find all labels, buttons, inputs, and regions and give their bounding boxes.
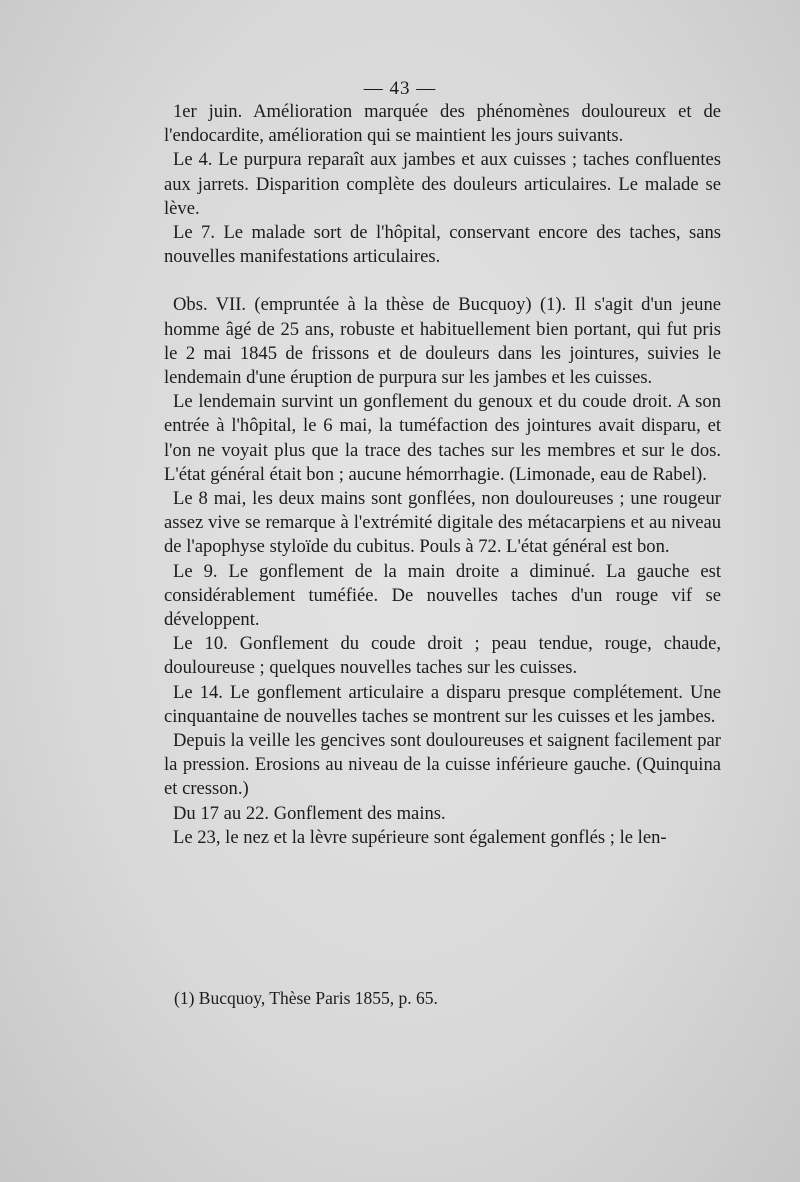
paragraph-gencives: Depuis la veille les gencives sont douloureuses et saignent facilement par la pression. Erosions au niveau de la cuisse inférieure gauche. (Quinquina et cresson.) (164, 730, 721, 800)
page-number: — 43 — (363, 78, 437, 99)
paragraph-le-4: Le 4. Le purpura reparaît aux jambes et aux cuisses ; taches confluentes aux jarrets. Disparition complète des douleurs articulaires. Le malade se lève. (164, 149, 721, 219)
paragraph-le-7: Le 7. Le malade sort de l'hôpital, conservant encore des taches, sans nouvelles manifestations articulaires. (164, 222, 721, 268)
paragraph-le-23: Le 23, le nez et la lèvre supérieure sont également gonflés ; le len- (173, 826, 667, 848)
paragraph-lendemain: Le lendemain survint un gonflement du genoux et du coude droit. A son entrée à l'hôpital, le 6 mai, la tuméfaction des jointures avait disparu, et l'on ne voyait plus que la trace des taches sur les membres et sur le dos. L'état général était bon ; aucune hémorrhagie. (Limonade, eau de Rabel). (164, 391, 721, 485)
paragraph-le-9: Le 9. Le gonflement de la main droite a diminué. La gauche est considérablement tuméfiée. De nouvelles taches d'un rouge vif se développent. (164, 560, 721, 631)
paragraph-le-10: Le 10. Gonflement du coude droit ; peau tendue, rouge, chaude, douloureuse ; quelques nouvelles taches sur les cuisses. (164, 633, 721, 679)
paragraph-obs-vii: Obs. VII. (empruntée à la thèse de Bucquoy) (1). Il s'agit d'un jeune homme âgé de 25 ans, robuste et habituellement bien portant, qui fut pris le 2 mai 1845 de frissons et de douleurs dans les jointures, suivies le lendemain d'une éruption de purpura sur les jambes et les cuisses. (164, 294, 721, 389)
paragraph-juin-1: 1er juin. Amélioration marquée des phénomènes douloureux et de l'endocardite, amélioration qui se maintient les jours suivants. (164, 101, 721, 147)
paragraph-17-22: Du 17 au 22. Gonflement des mains. (173, 802, 446, 824)
paragraph-8-mai: Le 8 mai, les deux mains sont gonflées, non douloureuses ; une rougeur assez vive se remarque à l'extrémité digitale des métacarpiens et au niveau de l'apophyse styloïde du cubitus. Pouls à 72. L'état général est bon. (164, 488, 721, 558)
body-text (164, 100, 721, 850)
paragraph-le-14: Le 14. Le gonflement articulaire a disparu presque complétement. Une cinquantaine de nouvelles taches se montrent sur les cuisses et les jambes. (164, 681, 721, 727)
footnote: (1) Bucquoy, Thèse Paris 1855, p. 65. (174, 988, 438, 1008)
